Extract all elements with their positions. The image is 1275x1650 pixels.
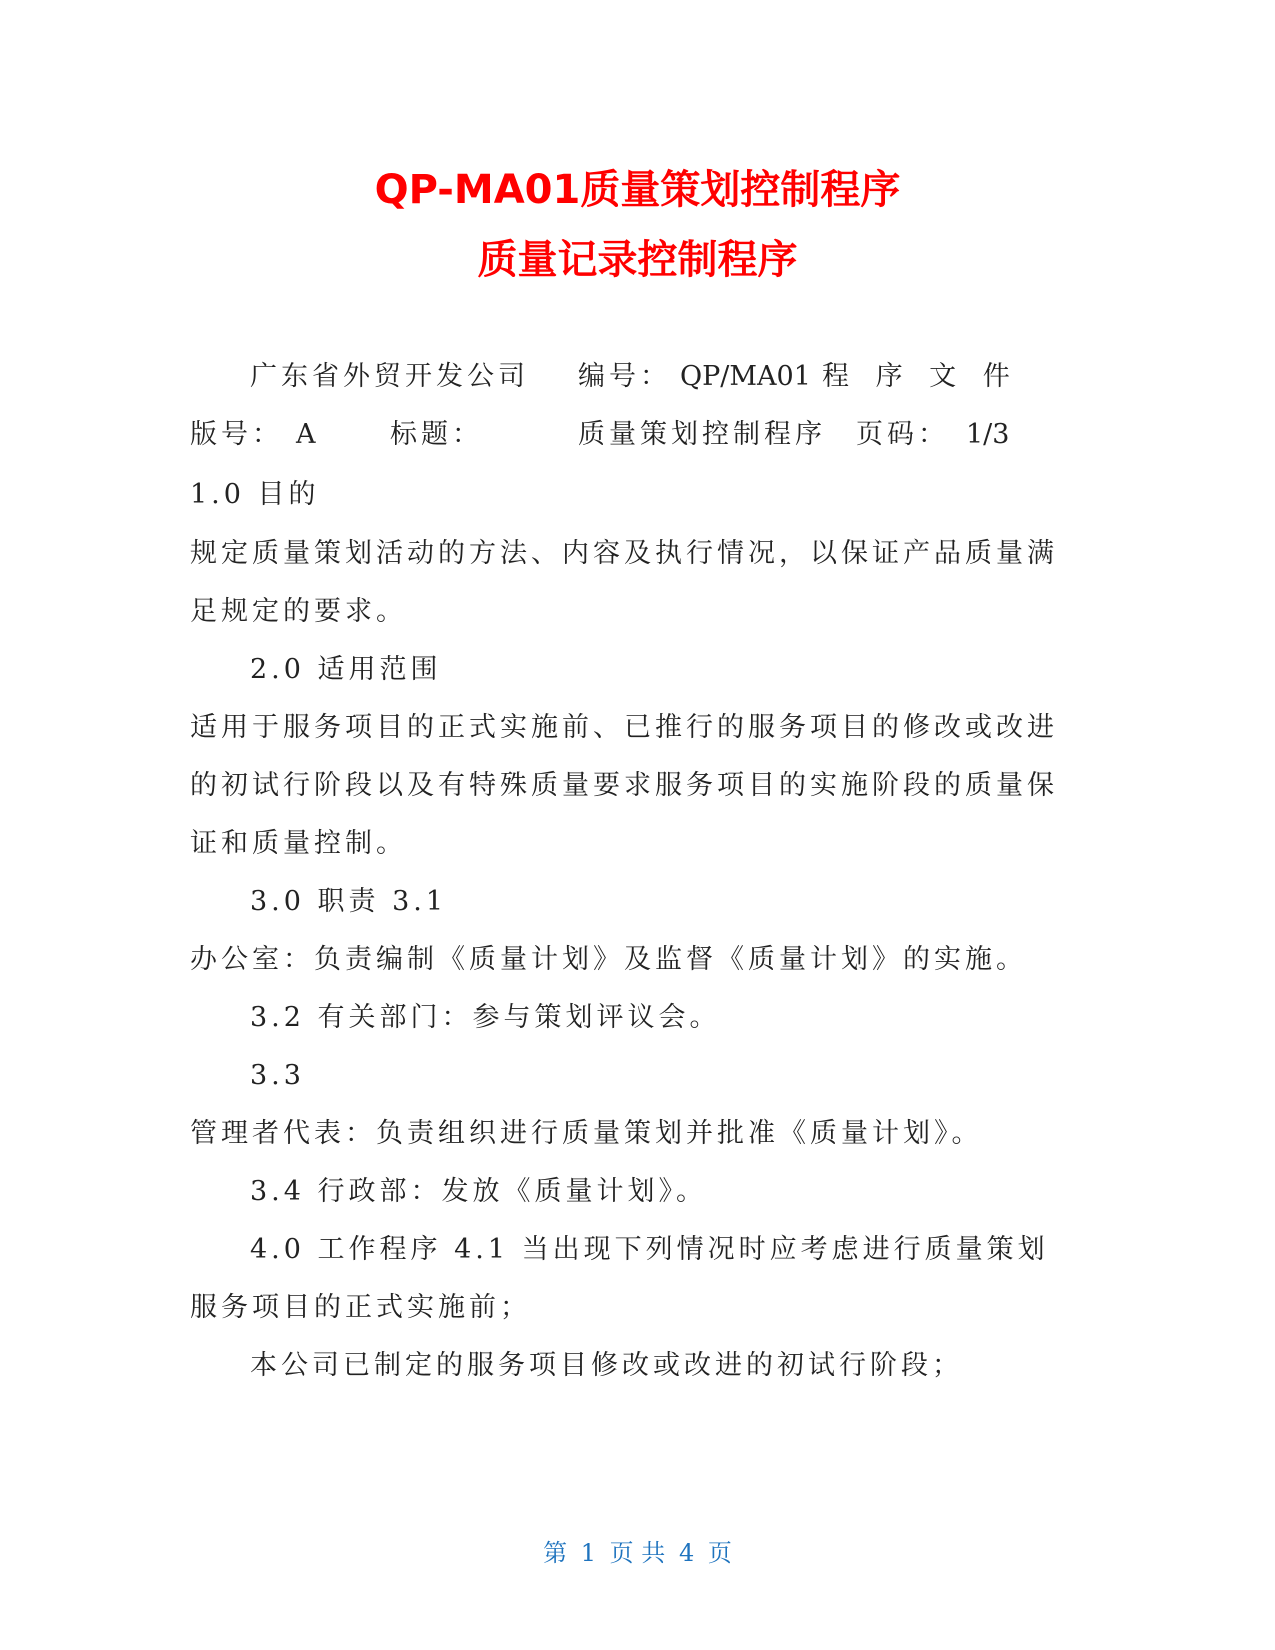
footer-current-page: 1 xyxy=(580,1539,597,1567)
code-value: QP/MA01 xyxy=(680,361,811,392)
footer-middle: 页 共 xyxy=(609,1539,666,1567)
version-label: 版号： xyxy=(190,419,283,450)
footer-prefix: 第 xyxy=(543,1539,568,1567)
paragraph-line: 服务项目的正式实施前； xyxy=(190,1292,531,1323)
code-label: 编号： xyxy=(578,361,671,392)
paragraph-line: 足规定的要求。 xyxy=(190,596,407,627)
document-title: QP-MA01质量策划控制程序 xyxy=(374,167,901,213)
subject-value: 质量策划控制程序 xyxy=(578,419,826,450)
paragraph-line: 证和质量控制。 xyxy=(190,828,407,859)
doc-type: 程 序 文 件 xyxy=(822,361,1019,392)
paragraph-line: 3.4 行政部：发放《质量计划》。 xyxy=(250,1176,708,1207)
page-label: 页码： xyxy=(856,419,949,450)
paragraph-line: 办公室：负责编制《质量计划》及监督《质量计划》的实施。 xyxy=(190,944,1027,975)
section-heading: 1.0 目的 xyxy=(190,479,320,510)
paragraph-line: 规定质量策划活动的方法、内容及执行情况，以保证产品质量满 xyxy=(190,538,1058,569)
document-subtitle: 质量记录控制程序 xyxy=(477,237,798,283)
page-value: 1/3 xyxy=(966,419,1010,450)
company-name: 广东省外贸开发公司 xyxy=(250,361,529,392)
footer-total-pages: 4 xyxy=(678,1539,695,1567)
footer-suffix: 页 xyxy=(707,1539,732,1567)
paragraph-line: 3.2 有关部门：参与策划评议会。 xyxy=(250,1002,721,1033)
paragraph-line: 本公司已制定的服务项目修改或改进的初试行阶段； xyxy=(250,1350,963,1381)
paragraph-line: 适用于服务项目的正式实施前、已推行的服务项目的修改或改进 xyxy=(190,712,1058,743)
section-heading: 2.0 适用范围 xyxy=(250,654,442,685)
section-heading: 4.0 工作程序 4.1 当出现下列情况时应考虑进行质量策划 xyxy=(250,1234,1049,1265)
version-value: A xyxy=(296,419,320,450)
paragraph-line: 3.3 xyxy=(250,1060,305,1091)
section-heading: 3.0 职责 3.1 xyxy=(250,886,448,917)
paragraph-line: 的初试行阶段以及有特殊质量要求服务项目的实施阶段的质量保 xyxy=(190,770,1058,801)
subject-label: 标题： xyxy=(390,419,483,450)
page-footer xyxy=(0,1538,1275,1568)
paragraph-line: 管理者代表：负责组织进行质量策划并批准《质量计划》。 xyxy=(190,1118,983,1149)
